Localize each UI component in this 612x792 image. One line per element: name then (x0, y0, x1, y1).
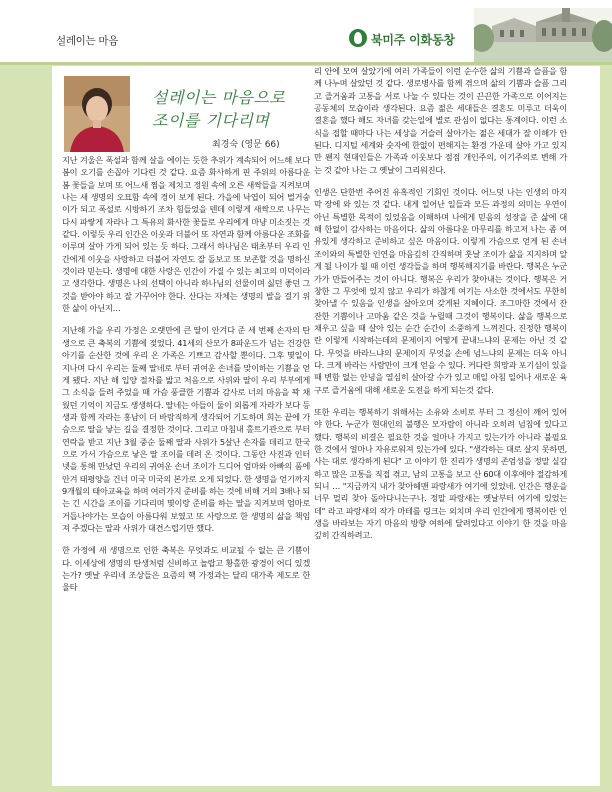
paragraph: 인생은 단한번 주어진 유혹적인 기회인 것이다. 어느덧 나는 인생의 마지막 장에 와 있는 것 같다. 내게 일어난 일들과 모든 과정의 의미는 우연이 아닌 특별한 목적이 있었음을 이해하며 나에게 믿음의 성장을 준 삶에 대해 한없이 감사하는 마음이다. 삶의 아름다운 마무리를 하고저 나는 좀 여유있게 생각하고 준비하고 싶은 마음이다. 이렇게 가슴으로 얻게 된 손녀 조이와의 특별한 인연을 마음깊히 간직하며 훗날 조이가 삶을 지지하며 알게 될 나이가 될 때 이런 생각들을 하며 행복해지기를 바란다. 행복은 누군가가 만들어주는 것이 아니다. 행복은 우리가 찾아내는 것이다. 행복은 거창한 그 무엇에 있지 않고 우리가 하찮게 여기는 사소한 것에서도 무한히 찾아낼 수 있음을 인생을 살아오며 갖게된 지혜이다. 조그마한 것에서 잔잔한 기쁨이나 고마움 같은 것을 누릴때 그것이 행복이다. 삶을 행복으로 채우고 싶을 때 살아 있는 순간 순간이 소중하게 느껴진다. 진정한 행복이란 이렇게 시작하는데의 문제이지 어떻게 끝내느냐의 문제는 아닌 것 같다. 무엇을 바라느냐의 문제이지 무엇을 손에 넘느냐의 문제는 더욱 아니다. 크게 바라는 사람만이 크게 얻을 수 있다. 커다란 희망과 포기심이 있을 때 변함 없는 안녕을 열심히 살아갈 수가 있고 매일 아침 일어나 새로운 육구로 즐거움에 대해 새로운 도전을 하게 되는것 같다. (314, 187, 567, 395)
author-portrait-image (64, 76, 130, 152)
article-title (152, 86, 312, 132)
page-header (0, 0, 612, 62)
paragraph: 또한 우리는 행복하기 위해서는 소유와 소비로 부터 그 정신이 깨어 있어야 한다. 누군가 현대인의 불행은 모자람이 아니라 오히려 넘침에 있다고 했다. 행복의 비결은 필요한 것을 얼마나 가지고 있는가가 아니라 불필요한 것에서 얼마나 자유로워져 있는가에 있다. "생각하는 대로 살지 못하면, 사는 대로 생각하게 된다" 고 이야기 한 진리가 생명의 존엄성을 정말 실감하고 많은 고통을 직접 겪고, 남의 고통을 보고 산 60대 이후에야 절감하게 되니 … "지금까지 내가 찾아헤맨 파랑새가 여기에 있었네. 인간은 행운을 너무 멀리 찾아 돌아다니는구나. 정말 파랑새는 옛날부터 여기에 있었는데" 라고 파랑새의 작가 마테를 링크는 외치며 우리 인간에게 행복이란 인생을 바라보는 자기 마음의 방향 여하에 달려있다고 이야기 한 것을 마음 깊히 간직하려고. (314, 406, 567, 541)
article-column-left (62, 154, 310, 604)
paragraph: 한 가정에 새 생명으로 인한 축복은 무엇과도 비교될 수 없는 큰 기쁨이다. 이세상에 생명의 탄생처럼 신비하고 놀랍고 황홀한 광경이 어디 있겠는가? 옛날 우리네 조상들은 요즘의 핵 가정과는 달리 대가족 제도로 한 울타 (62, 545, 310, 593)
section-label: 설레이는 마음 (56, 35, 119, 47)
article-title-line-2: 조이를 기다리며 (152, 111, 270, 130)
ewha-logo-icon (349, 29, 367, 47)
paragraph: 리 안에 모여 살았기에 여러 가족들이 이런 순수한 삶의 기쁨과 슬픔을 함께 나누며 살았던 것 같다. 생로병사를 함께 겪으며 삶의 기쁨과 슬픔 그리고 즐거움과 고통을 서로 나눌 수 있다는 것이 끈끈한 가족으로 이어지는 공동체의 모습이라 생각된다. 요즘 젊은 세대들은 결혼도 미루고 더욱이 결혼을 했다 해도 자녀를 갖는일에 별로 관심이 없다는 통계이다. 이런 소식을 접할 때마다 나는 세상을 거슬러 살아가는 젊은 세대가 잘 이해가 안된다. 디지털 세계와 숫자에 한없이 편해지는 환경 가운데 살아 가고 있지만 왠지 현대인들은 가족과 이웃보다 점점 개인주의, 이기주의로 변해 가는 것 같아 나는 그 옛날이 그리워진다. (314, 66, 567, 175)
org-name: 북미주 이화동창 (371, 33, 455, 47)
article-title-line-1: 설레이는 마음으로 (152, 88, 286, 107)
article-author: 최경숙 (영문 66) (212, 140, 280, 150)
article-column-right (314, 65, 567, 552)
campus-building-image (474, 8, 612, 62)
paragraph: 지난 겨울은 폭설과 함께 살을 에이는 듯한 추위가 계속되어 어느해 보다 봄이 오기를 손꼽아 기다린 것 같다. 요즘 화사하게 핀 주위의 아름다운 봄 꽃들을 보며 또 어느새 찜을 제치고 정원 속에 오른 새싹들을 지켜보며 나는 새 생명의 오묘함 속에 경이 보게 된다. 가을에 낙엽이 되어 벌거숭이가 되고 폭설로 시방하기 조차 힘들었을 텐데 이렇게 새싹으로 나무는 다시 파랗게 자라나 그 특유의 화사한 꽃들로 우리에게 마냥 미소짓는 것 같다. 이렇듯 우리 인간은 이웃과 더불어 또 자연과 함께 아름다운 조화를 이루며 살아 가게 되어 있는 듯 하다. 그래서 하나님은 태초부터 우리 인간에게 이웃을 사랑하고 더불어 자연도 잘 돌보고 또 보존할 것을 명하신 것이라 믿는다. 생명에 대한 사랑은 인간이 가질 수 있는 최고의 미덕이라고 생각한다. 생명은 나의 선택이 아니라 하나님의 선물이며 싫던 좋던 그것을 받아야 하고 잘 가꾸어야 한다. 산다는 자체는 생명의 발을 걸기 위한 삶이 아닌지… (62, 155, 310, 314)
paragraph: 지난해 가을 우리 가정은 오랫만에 큰 딸이 안겨다 준 세 번째 손자의 탄생으로 큰 축복의 기쁨에 젖었다. 41세의 산모가 8파운드가 넘는 건강한 아기를 순산한 것에 우리 온 가족은 기쁘고 감사할 뿐이다. 그후 몇일이 지나며 다시 우리는 둘째 딸네로 부터 귀여운 손녀를 맞이하는 기쁨을 얻게 됐다. 지난 해 입양 절차를 밟고 처음으로 사위와 딸이 우리 부부에게 그 소식을 들려 주었을 때 가슴 풍클한 기쁨과 감사로 너의 마음을 꽉 채웠던 기억이 지금도 생생하다. 딸네는 아들이 둘이 외롭게 자라가 보다 등생과 함께 자라는 홍남이 더 바람직하게 생각되어 기도하며 희논 끝에 가슴으로 딸을 낳는 길을 결정한 것이다. 그리고 마침내 홀트기관으로 부터 연락을 받고 지난 3월 중순 둘째 딸과 사위가 5살난 손자를 데리고 한국으로 가서 가슴으로 낳은 딸 조이를 데려 온 것이다. 그동안 사진과 인터넷을 통해 만났던 우리의 귀여운 손녀 조이가 드디어 엄마와 아빠의 품에 안겨 태평양을 건너 미국 미국의 본가로 오게 되었다. 한 생명을 얻기까지 9개월의 태아교육을 하며 여러가지 준비를 하는 것에 비해 거의 3배나 되는 긴 시간을 조이를 기다리며 몇이랑 준비를 하는 딸을 지켜보며 엄마로 거듭나야가는 모습이 아름다워 보였고 또 사랑으로 한 생명의 삶을 책임져 주겠다는 딸과 사위가 대견스럽기만 했다. (62, 325, 310, 533)
